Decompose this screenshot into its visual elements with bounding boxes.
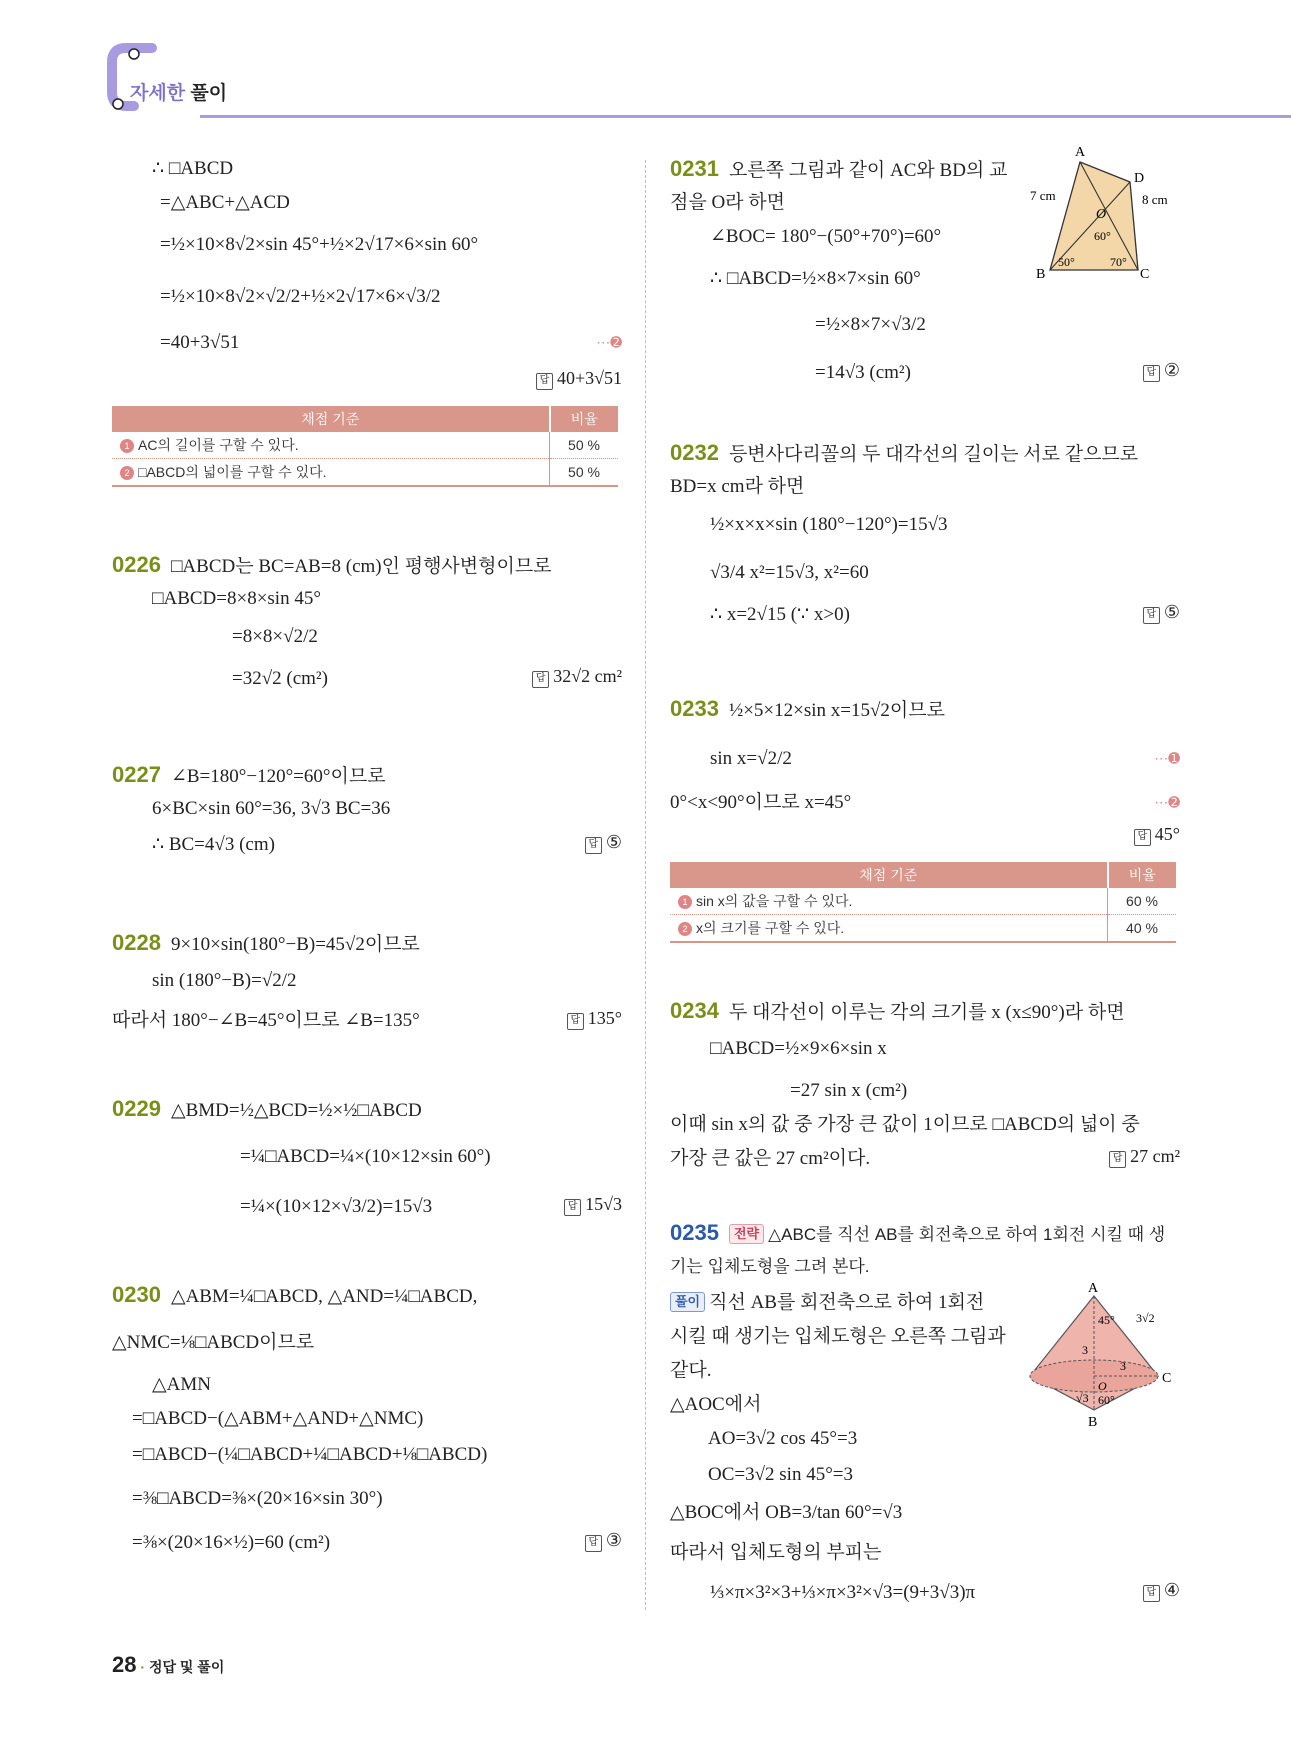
solution-line: 시킬 때 생기는 입체도형은 오른쪽 그림과 [670, 1326, 1006, 1347]
angle-label: 60° [1094, 229, 1111, 243]
column-divider [645, 160, 646, 1610]
solution-line: ∴ BC=4√3 (cm) [152, 834, 275, 855]
criteria-text: AC의 길이를 구할 수 있다. [138, 437, 299, 453]
solution-line: △BMD=½△BCD=½×½□ABCD [170, 1100, 422, 1121]
answer-value: 40+3√51 [556, 368, 622, 388]
vertex-label: B [1088, 1415, 1098, 1430]
solution-line: △ABC를 직선 AB를 회전축으로 하여 1회전 시킬 때 생 [768, 1225, 1166, 1244]
solution-line: AO=3√2 cos 45°=3 [708, 1428, 858, 1449]
solution-line: =27 sin x (cm²) [790, 1080, 908, 1101]
solution-line: =¼□ABCD=¼×(10×12×sin 60°) [240, 1146, 491, 1167]
solution-line: △BOC에서 OB=3/tan 60°=√3 [670, 1502, 903, 1523]
answer-value: ③ [605, 1530, 622, 1550]
criteria-header-ratio: 비율 [1108, 862, 1177, 888]
length-label: 3 [1082, 1343, 1088, 1357]
vertex-label: O [1098, 1379, 1107, 1393]
footer: 28 · 정답 및 풀이 [112, 1652, 225, 1677]
table-row [670, 915, 1176, 943]
scoring-criteria-table [670, 862, 1176, 943]
answer: 답 40+3√51 [536, 368, 622, 390]
answer: 답 27 cm² [1109, 1146, 1180, 1168]
vertex-label: C [1140, 267, 1150, 282]
answer: 답 ③ [585, 1530, 622, 1552]
solution-line: ∴ □ABCD=½×8×7×sin 60° [710, 268, 921, 289]
solution-line: =⅜×(20×16×½)=60 (cm²) [132, 1532, 331, 1553]
solution-line: =½×10×8√2×sin 45°+½×2√17×6×sin 60° [160, 234, 479, 255]
solution-line: √3/4 x²=15√3, x²=60 [710, 562, 869, 583]
table-row [112, 432, 618, 459]
solution-line: =¼×(10×12×√3/2)=15√3 [240, 1196, 433, 1217]
solution-line: △AOC에서 [670, 1394, 762, 1415]
table-row [112, 459, 618, 487]
problem-number: 0234 [670, 998, 719, 1023]
solution-line: □ABCD=½×9×6×sin x [710, 1038, 887, 1059]
answer-value: ② [1163, 360, 1180, 380]
solution-line: ∠B=180°−120°=60°이므로 [170, 766, 386, 787]
solution-line: △AMN [152, 1374, 211, 1395]
step-marker: ⋯➋ [596, 334, 622, 350]
length-label: 8 cm [1142, 192, 1168, 207]
answer-value: ⑤ [605, 832, 622, 852]
solution-line: BD=x cm라 하면 [670, 476, 805, 497]
solution-line: =□ABCD−(¼□ABCD+¼□ABCD+⅛□ABCD) [132, 1444, 488, 1465]
solution-line: ∴ x=2√15 (∵ x>0) [710, 604, 850, 625]
solution-line: 따라서 입체도형의 부피는 [670, 1542, 882, 1563]
header-rule [200, 115, 1291, 118]
solution-line: 점을 O라 하면 [670, 192, 785, 213]
criteria-header-ratio: 비율 [550, 406, 619, 432]
solution-line: =△ABC+△ACD [160, 192, 290, 213]
step-marker: ⋯➊ [1154, 750, 1180, 766]
vertex-label: D [1134, 171, 1145, 186]
solution-line: △ABM=¼□ABCD, △AND=¼□ABCD, [170, 1286, 478, 1307]
answer-value: 45° [1154, 824, 1180, 844]
answer-value: 15√3 [585, 1194, 622, 1214]
solution-line: □ABCD는 BC=AB=8 (cm)인 평행사변형이므로 [170, 556, 552, 577]
answer: 답 135° [567, 1008, 622, 1030]
angle-label: 70° [1110, 255, 1127, 269]
answer-value: ④ [1163, 1580, 1180, 1600]
problem-number: 0226 [112, 552, 161, 577]
criteria-header: 채점 기준 [670, 862, 1108, 888]
solution-tag: 풀이 [670, 1292, 705, 1312]
length-label: √3 [1076, 1391, 1089, 1405]
answer: 답 45° [1134, 824, 1180, 846]
double-cone-figure [1024, 1280, 1180, 1430]
solution-line: △NMC=⅛□ABCD이므로 [112, 1332, 315, 1353]
solution-line: 가장 큰 값은 27 cm²이다. [670, 1148, 871, 1169]
answer: 답 ⑤ [585, 832, 622, 854]
criteria-index: 2 [678, 922, 692, 936]
criteria-ratio: 60 % [1108, 888, 1177, 915]
angle-label: 50° [1058, 255, 1075, 269]
criteria-index: 1 [120, 439, 134, 453]
problem-number: 0231 [670, 156, 719, 181]
solution-line: OC=3√2 sin 45°=3 [708, 1464, 854, 1485]
solution-line: 6×BC×sin 60°=36, 3√3 BC=36 [152, 798, 391, 819]
length-label: 3 [1120, 1359, 1126, 1373]
solution-line: ∠BOC= 180°−(50°+70°)=60° [710, 226, 942, 247]
solution-line: □ABCD=8×8×sin 45° [152, 588, 321, 609]
answer-value: 32√2 cm² [553, 666, 622, 686]
footer-section: 정답 및 풀이 [148, 1659, 225, 1675]
vertex-label: A [1075, 145, 1086, 160]
solution-line: sin x=√2/2 [710, 748, 792, 769]
solution-line: =8×8×√2/2 [232, 626, 318, 647]
strategy-tag: 전략 [729, 1224, 764, 1244]
answer-value: 27 cm² [1130, 1146, 1180, 1166]
solution-line: 같다. [670, 1360, 712, 1381]
scoring-criteria-table [112, 406, 618, 487]
criteria-ratio: 50 % [550, 459, 619, 487]
solution-line: 오른쪽 그림과 같이 AC와 BD의 교 [728, 160, 1008, 181]
criteria-ratio: 40 % [1108, 915, 1177, 943]
criteria-text: x의 크기를 구할 수 있다. [696, 920, 845, 936]
solution-line: ⅓×π×3²×3+⅓×π×3²×√3=(9+3√3)π [710, 1582, 976, 1603]
header-label-main: 풀이 [190, 83, 228, 104]
solution-line: =□ABCD−(△ABM+△AND+△NMC) [132, 1408, 424, 1429]
criteria-index: 2 [120, 466, 134, 480]
solution-line: =½×8×7×√3/2 [815, 314, 926, 335]
solution-line: =½×10×8√2×√2/2+½×2√17×6×√3/2 [160, 286, 441, 307]
solution-line: 등변사다리꼴의 두 대각선의 길이는 서로 같으므로 [728, 444, 1139, 465]
solution-line: 9×10×sin(180°−B)=45√2이므로 [170, 934, 420, 955]
solution-line: 따라서 180°−∠B=45°이므로 ∠B=135° [112, 1010, 420, 1031]
angle-label: 60° [1098, 1393, 1115, 1407]
length-label: 3√2 [1136, 1311, 1155, 1325]
angle-label: 45° [1098, 1313, 1115, 1327]
criteria-header: 채점 기준 [112, 406, 550, 432]
solution-line: =32√2 (cm²) [232, 668, 328, 689]
answer: 답 ⑤ [1143, 602, 1180, 624]
solution-line: 이때 sin x의 값 중 가장 큰 값이 1이므로 □ABCD의 넓이 중 [670, 1114, 1140, 1135]
solution-line: 두 대각선이 이루는 각의 크기를 x (x≤90°)라 하면 [728, 1002, 1125, 1023]
vertex-label: B [1036, 267, 1046, 282]
criteria-ratio: 50 % [550, 432, 619, 459]
problem-number: 0233 [670, 696, 719, 721]
solution-line: =40+3√51 [160, 332, 240, 353]
solution-line: =⅜□ABCD=⅜×(20×16×sin 30°) [132, 1488, 383, 1509]
problem-number: 0230 [112, 1282, 161, 1307]
problem-number: 0232 [670, 440, 719, 465]
solution-line: ½×5×12×sin x=15√2이므로 [728, 700, 945, 721]
criteria-index: 1 [678, 895, 692, 909]
criteria-text: □ABCD의 넓이를 구할 수 있다. [138, 464, 327, 480]
answer: 답 32√2 cm² [532, 666, 622, 688]
page-number: 28 [112, 1652, 137, 1677]
quadrilateral-figure [1030, 142, 1180, 292]
criteria-text: sin x의 값을 구할 수 있다. [696, 893, 853, 909]
solution-line: =14√3 (cm²) [815, 362, 911, 383]
solution-line: ∴ □ABCD [152, 158, 234, 179]
vertex-label: C [1162, 1371, 1172, 1386]
problem-number: 0227 [112, 762, 161, 787]
answer: 답 15√3 [564, 1194, 622, 1216]
problem-number: 0229 [112, 1096, 161, 1121]
solution-line: 기는 입체도형을 그려 본다. [670, 1257, 870, 1276]
answer: 답 ④ [1143, 1580, 1180, 1602]
answer-value: ⑤ [1163, 602, 1180, 622]
answer: 답 ② [1143, 360, 1180, 382]
header-label-prefix: 자세한 [130, 83, 186, 104]
answer-value: 135° [587, 1008, 622, 1028]
vertex-label: A [1088, 1281, 1099, 1296]
problem-number: 0228 [112, 930, 161, 955]
solution-line: sin (180°−B)=√2/2 [152, 970, 297, 991]
solution-line: 0°<x<90°이므로 x=45° [670, 792, 852, 813]
step-marker: ⋯➋ [1154, 794, 1180, 810]
length-label: 7 cm [1030, 188, 1056, 203]
vertex-label: O [1096, 207, 1107, 222]
solution-line: 직선 AB를 회전축으로 하여 1회전 [709, 1292, 985, 1313]
problem-number: 0235 [670, 1220, 719, 1245]
table-row [670, 888, 1176, 915]
solution-line: ½×x×x×sin (180°−120°)=15√3 [710, 514, 948, 535]
